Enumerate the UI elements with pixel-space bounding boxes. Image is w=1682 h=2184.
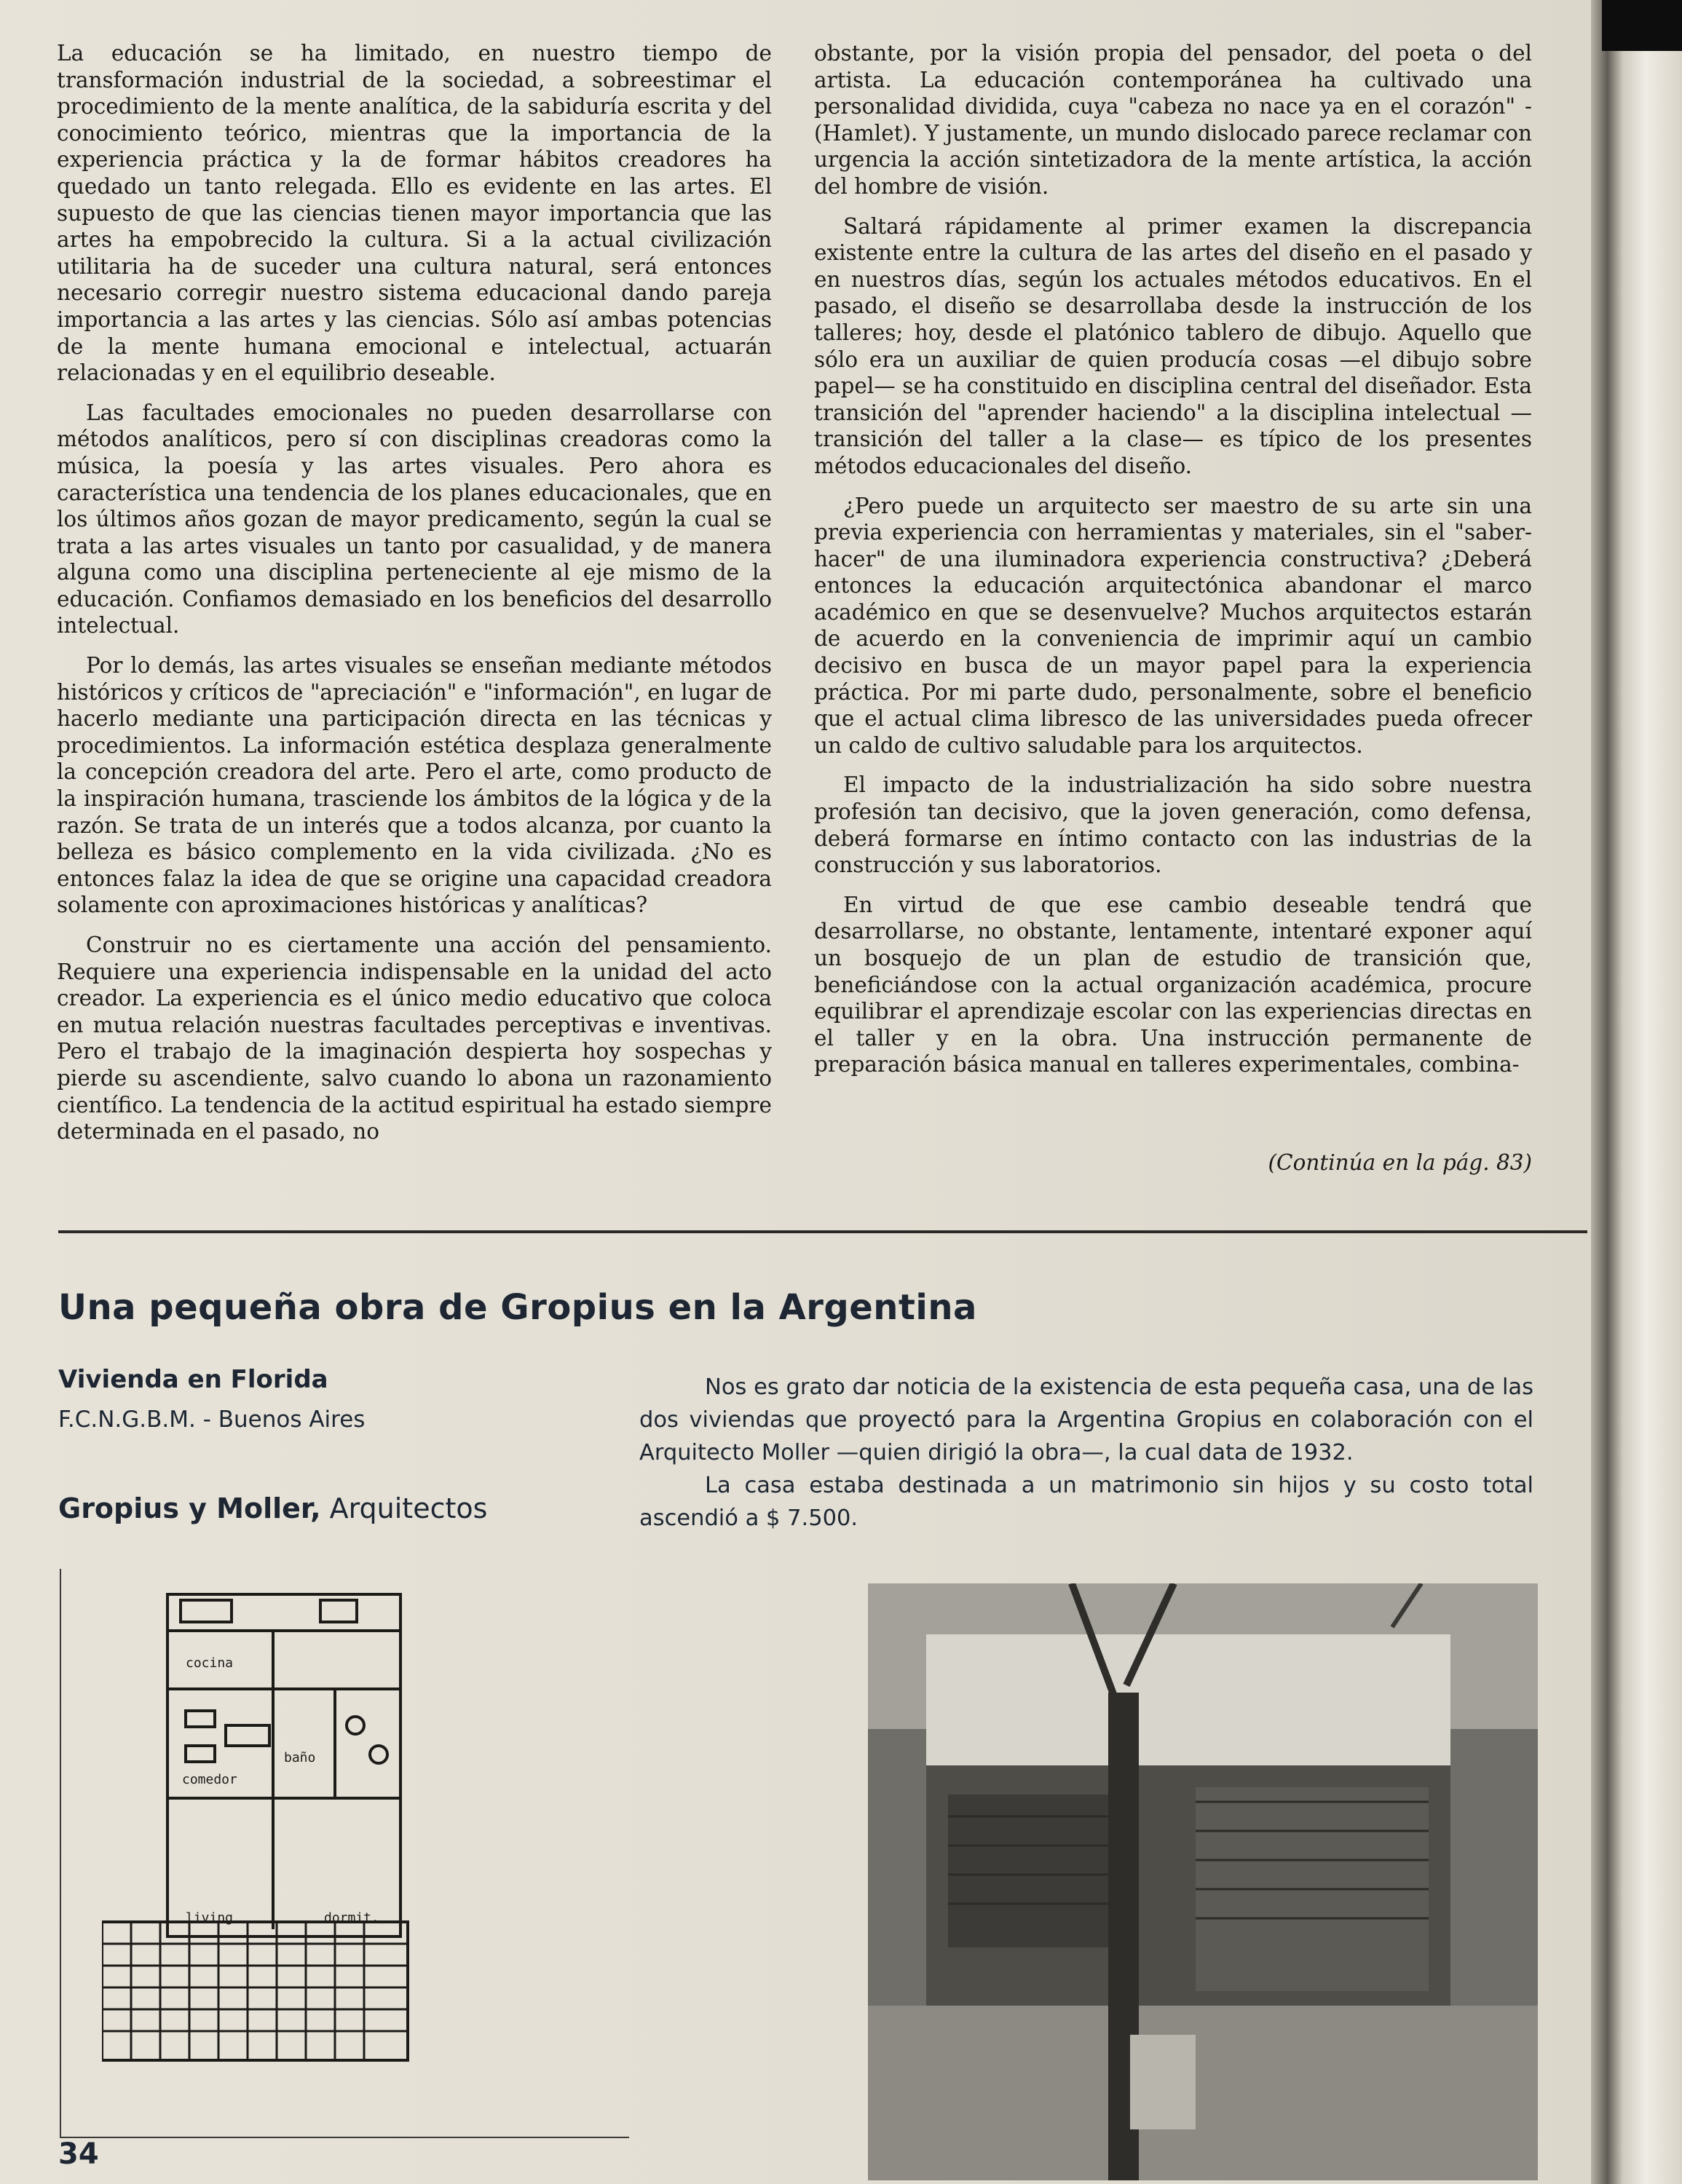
house-photo xyxy=(868,1583,1538,2180)
section-divider xyxy=(58,1230,1587,1233)
architects-names: Gropius y Moller, xyxy=(58,1492,321,1524)
notice-paragraph: La casa estaba destinada a un matrimonio sin hijos y su costo total ascendió a $ 7.500. xyxy=(639,1473,1533,1531)
spine-shadow xyxy=(1602,0,1682,51)
plan-outline xyxy=(167,1594,400,1936)
article-paragraph: Las facultades emocionales no pueden desarrollarse con métodos analíticos, pero sí con disciplinas creadoras como la música, la poesía y las artes visuales. Pero ahora es característica una tendencia de los planes educacionales, que en los últimos años gozan de mayor predicamento, según la cual se trata a las artes visuales un tanto por casualidad, y de manera alguna como una disciplina perteneciente al eje mismo de la educación. Confiamos demasiado en los beneficios del desarrollo intelectual. xyxy=(57,400,772,638)
article-paragraph: La educación se ha limitado, en nuestro tiempo de transformación industrial de la sociedad, a sobreestimar el procedimiento de la mente analítica, de la sabiduría escrita y del conocimiento teórico, mientras que la importancia de la experiencia práctica y la de formar hábitos creadores ha quedado un tanto relegada. Ello es evidente en las artes. El supuesto de que las ciencias tienen mayor importancia que las artes ha empobrecido la cultura. Si a la actual civilización utilitaria ha de suceder una cultura natural, será entonces necesario corregir nuestro sistema educacional dando pareja importancia a las artes y las ciencias. Sólo así ambas potencias de la mente humana emocional e intelectual, actuarán relacionadas y en el equilibrio deseable. xyxy=(57,41,772,386)
article-right-column xyxy=(814,40,1532,1091)
feature-notice xyxy=(639,1371,1533,1535)
article-paragraph: Construir no es ciertamente una acción del pensamiento. Requiere una experiencia indispensable en la unidad del acto creador. La experiencia es el único medio educativo que coloca en mutua relación nuestras facultades perceptivas e inventivas. Pero el trabajo de la imaginación despierta hoy sospechas y pierde su ascendiente, salvo cuando lo abona un razonamiento científico. La tendencia de la actitud espiritual ha estado siempre determinada en el pasado, no xyxy=(57,933,772,1144)
article-paragraph: obstante, por la visión propia del pensador, del poeta o del artista. La educación contemporánea ha cultivado una personalidad dividida, cuya "cabeza no nace ya en el corazón" - (Hamlet). Y justamente, un mundo dislocado parece reclamar con urgencia la acción sintetizadora de la mente artística, la acción del hombre de visión. xyxy=(814,41,1532,199)
article-paragraph: El impacto de la industrialización ha sido sobre nuestra profesión tan decisivo, que la joven generación, como defensa, deberá formarse en íntimo contacto con las industrias de la construcción y sus laboratorios. xyxy=(814,772,1532,878)
notice-paragraph: Nos es grato dar noticia de la existencia de esta pequeña casa, una de las dos viviendas que proyectó para la Argentina Gropius en colaboración con el Arquitecto Moller —quien dirigió la obra—, la cual data de 1932. xyxy=(639,1374,1533,1465)
room-label: dormit. xyxy=(324,1910,379,1926)
article-left-column xyxy=(57,40,772,1158)
feature-headline: Una pequeña obra de Gropius en la Argentina xyxy=(58,1287,977,1328)
architects-role: Arquitectos xyxy=(329,1492,488,1524)
article-paragraph: Por lo demás, las artes visuales se enseñan mediante métodos históricos y críticos de "apreciación" e "información", en lugar de hacerlo mediante una participación directa en las técnicas y procedimientos. La información estética desplaza generalmente la concepción creadora del arte. Pero el arte, como producto de la inspiración humana, trasciende los ámbitos de la lógica y de la razón. Se trata de un interés que a todos alcanza, por cuanto la belleza es básico complemento en la vida civilizada. ¿No es entonces falaz la idea de que se origine una capacidad creadora solamente con aproximaciones históricas y analíticas? xyxy=(57,653,772,918)
room-label: living xyxy=(186,1910,234,1926)
feature-subtitle: Vivienda en Florida xyxy=(58,1365,328,1394)
feature-architects xyxy=(58,1492,487,1524)
room-label: baño xyxy=(284,1750,316,1765)
continuation-note: (Continúa en la pág. 83) xyxy=(1268,1150,1532,1175)
feature-location: F.C.N.G.B.M. - Buenos Aires xyxy=(58,1406,366,1433)
article-paragraph: En virtud de que ese cambio deseable tendrá que desarrollarse, no obstante, lentamente, intentaré exponer aquí un bosquejo de un plan de estudio de transición que, beneficiándose con la actual organización académica, procure equilibrar el aprendizaje escolar con las experiencias directas en el taller y en la obra. Una instrucción permanente de preparación básica manual en talleres experimentales, combina- xyxy=(814,892,1532,1077)
article-paragraph: Saltará rápidamente al primer examen la discrepancia existente entre la cultura de las artes del diseño en el pasado y en nuestros días, según los actuales métodos educativos. En el pasado, el diseño se desarrollaba desde la instrucción de los talleres; hoy, desde el platónico tablero de dibujo. Aquello que sólo era un auxiliar de quien producía cosas —el dibujo sobre papel— se ha constituido en disciplina central del diseñador. Esta transición del "aprender haciendo" a la disciplina intelectual —transición del taller a la clase— es típico de los presentes métodos educacionales del diseño. xyxy=(814,213,1532,478)
room-label: comedor xyxy=(182,1772,237,1787)
room-label: cocina xyxy=(186,1655,234,1671)
article-paragraph: ¿Pero puede un arquitecto ser maestro de su arte sin una previa experiencia con herramientas y materiales, sin el "saber-hacer" de una iluminadora experiencia constructiva? ¿Deberá entonces la educación arquitectónica abandonar el marco académico en que se desenvuelve? Muchos arquitectos estarán de acuerdo en la conveniencia de imprimir aquí un cambio decisivo en busca de un mayor papel para la experiencia práctica. Por mi parte dudo, personalmente, sobre el beneficio que el actual clima libresco de las universidades pueda ofrecer un caldo de cultivo saludable para los arquitectos. xyxy=(814,493,1532,758)
floor-plan xyxy=(102,1587,612,2082)
magazine-spine xyxy=(1591,0,1682,2184)
page-number: 34 xyxy=(58,2137,99,2171)
